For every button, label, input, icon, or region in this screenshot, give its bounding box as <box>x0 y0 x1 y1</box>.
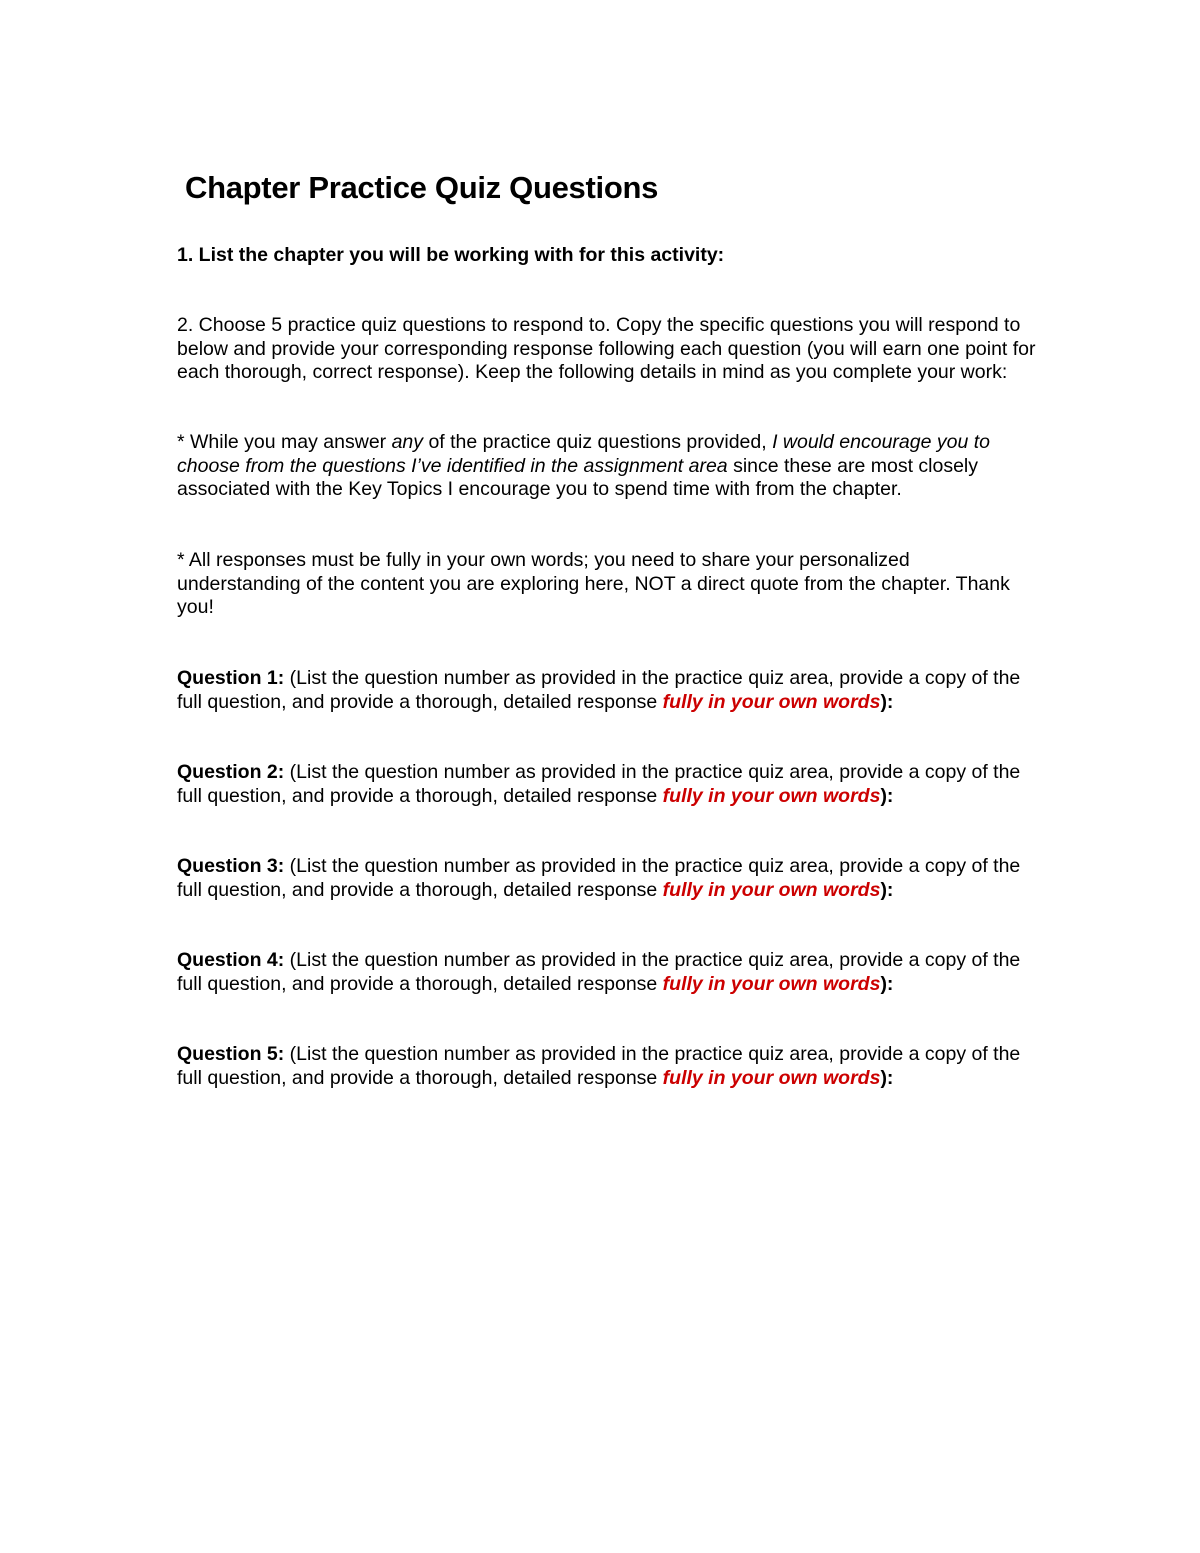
question-2-label: Question 2: <box>177 761 285 783</box>
question-3 <box>177 855 1037 902</box>
note-key-topics-any: any <box>391 431 424 453</box>
question-5-emphasis: fully in your own words <box>662 1066 881 1089</box>
question-4-label: Question 4: <box>177 949 285 971</box>
note-key-topics-encourage: I would encourage you to choose from the questions I’ve identified in the assignment area <box>177 431 990 477</box>
question-3-end: ): <box>880 878 894 901</box>
question-5 <box>177 1043 1037 1090</box>
instruction-item-1: 1. List the chapter you will be working with for this activity: <box>177 244 725 266</box>
question-1-text: (List the question number as provided in the practice quiz area, provide a copy of the full question, and provide a thorough, detailed response <box>177 667 1021 713</box>
question-4 <box>177 949 1037 996</box>
instruction-item-2: 2. Choose 5 practice quiz questions to respond to. Copy the specific questions you will respond to below and provide your corresponding response following each question (you will earn one point for each thorough, correct response). Keep the following details in mind as you complete your work: <box>177 314 1036 384</box>
question-1-label: Question 1: <box>177 667 285 689</box>
question-5-text: (List the question number as provided in the practice quiz area, provide a copy of the full question, and provide a thorough, detailed response <box>177 1043 1021 1089</box>
question-5-label: Question 5: <box>177 1043 285 1065</box>
question-4-text: (List the question number as provided in the practice quiz area, provide a copy of the full question, and provide a thorough, detailed response <box>177 949 1021 995</box>
question-1-emphasis: fully in your own words <box>662 690 881 713</box>
question-3-text: (List the question number as provided in the practice quiz area, provide a copy of the full question, and provide a thorough, detailed response <box>177 855 1021 901</box>
question-4-emphasis: fully in your own words <box>662 972 881 995</box>
question-3-label: Question 3: <box>177 855 285 877</box>
question-4-end: ): <box>880 972 894 995</box>
question-3-emphasis: fully in your own words <box>662 878 881 901</box>
question-1-end: ): <box>880 690 894 713</box>
question-1 <box>177 667 1037 714</box>
page-title: Chapter Practice Quiz Questions <box>185 170 659 205</box>
note-key-topics <box>177 431 1037 502</box>
note-key-topics-part3: of the practice quiz questions provided, <box>423 431 773 453</box>
note-key-topics-part5: since these are most closely associated with the Key Topics I encourage you to spend time with from the chapter. <box>177 454 979 501</box>
question-2-emphasis: fully in your own words <box>662 784 881 807</box>
note-own-words: * All responses must be fully in your own words; you need to share your personalized understanding of the content you are exploring here, NOT a direct quote from the chapter. Thank you! <box>177 549 1010 619</box>
question-5-end: ): <box>880 1066 894 1089</box>
note-key-topics-part1: * While you may answer <box>177 431 392 453</box>
question-2 <box>177 761 1037 808</box>
question-2-text: (List the question number as provided in the practice quiz area, provide a copy of the full question, and provide a thorough, detailed response <box>177 761 1021 807</box>
question-2-end: ): <box>880 784 894 807</box>
